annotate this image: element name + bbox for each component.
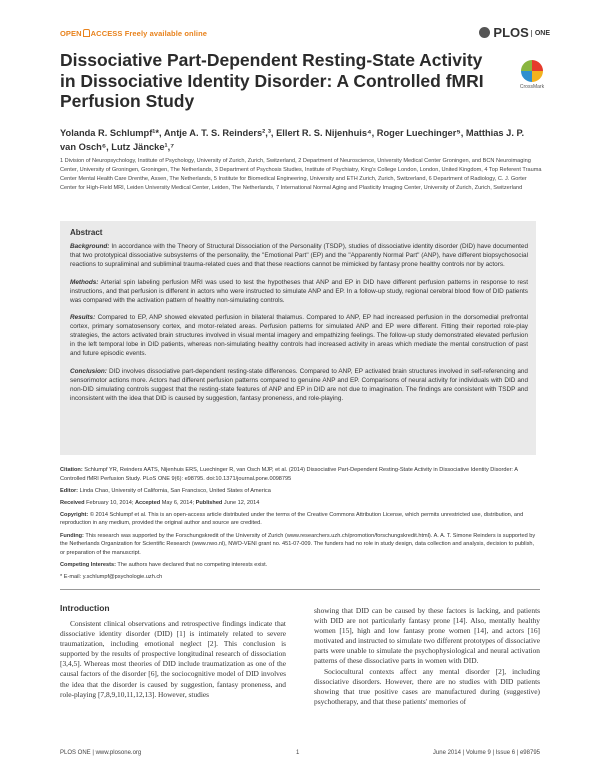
abstract-heading: Abstract — [70, 228, 103, 237]
intro-column-right — [314, 606, 540, 707]
corresponding-email[interactable]: * E-mail: y.schlumpf@psychologie.uzh.ch — [60, 573, 163, 580]
copyright: Copyright: © 2014 Schlumpf et al. This is an open-access article distributed under the terms of the Creative Commons Attribution License, which permits unrestricted use, distribution, and reproduction in any medium, provided the original author and source are credited. — [60, 511, 524, 527]
abstract-body — [70, 243, 528, 413]
abstract-conclusion: Conclusion: DID involves dissociative part-dependent resting-state differences. Compared to ANP, EP activated brain structures involved in self-referencing and sensorimotor actions more. Actors had different perfusion patterns compared to genuine ANP and EP. Comparisons of neural activity for individuals with DID and non-DID simulating controls suggest that the resting-state features of ANP and EP in DID are not due to imagination. The findings are consistent with TSDP and inconsistent with the idea that DID is caused by suggestion, fantasy proneness, and role-playing. — [70, 367, 528, 402]
open-access-lock-icon — [83, 29, 90, 37]
abstract-box — [60, 221, 536, 455]
footer-issue: June 2014 | Volume 9 | Issue 6 | e98795 — [432, 750, 540, 756]
citation: Citation: Schlumpf YR, Reinders AATS, Nijenhuis ERS, Luechinger R, van Osch MJP, et al. (2014) Dissociative Part-Dependent Resting-State Activity in Dissociative Identity Disorder: A Controlled fMRI Perfusion Study. PLoS ONE 9(6): e98795. doi:10.1371/journal.pone.0098795 — [60, 467, 518, 482]
crossmark-badge[interactable]: CrossMark — [512, 60, 552, 90]
article-title: Dissociative Part-Dependent Resting-State Activity in Dissociative Identity Disorder: A Controlled fMRI Perfusion Study — [60, 50, 484, 111]
divider — [60, 589, 540, 590]
intro-paragraph: Sociocultural contexts affect any mental disorder [2], including dissociative disorders. However, there are no studies with DID patients showing that true positive cases are manufactured during (suggestive) psychotherapy, and that these patients' memories of — [314, 666, 540, 706]
top-bar — [60, 27, 550, 43]
plos-logo-icon — [479, 27, 490, 38]
abstract-methods: Methods: Arterial spin labeling perfusion MRI was used to test the hypotheses that ANP and EP in DID have different perfusion patterns in response to rest instructions, and that perfusion is different in actors who were instructed to simulate ANP and EP. In a follow-up study, regional cerebral blood flow of DID patients was compared with the activation pattern of healthy non-simulating controls. — [70, 278, 528, 304]
introduction-heading: Introduction — [60, 603, 110, 613]
funding: Funding: This research was supported by the Forschungskredit of the University of Zurich (www.researchers.uzh.ch/promotion/forschungskredit.html). A. A. T. Simone Reinders is supported by the Netherlands Organization for Scientific Research (www.nwo.nl), NWO-VENI grant no. 451-07-009. The funders had no role in study design, data collection and analysis, decision to publish, or preparation of the manuscript. — [60, 532, 536, 556]
footer-journal: PLOS ONE | www.plosone.org — [60, 750, 142, 756]
intro-paragraph: Consistent clinical observations and retrospective findings indicate that dissociative identity disorder (DID) [1] is intimately related to severe traumatization, including emotional neglect [2]. This conclusion is supported by the results of prospective longitudinal research of dissociation [3,4,5]. Whereas most theories of DID include traumatization as one of the causal factors of the disorder [6], the sociocognitive model of DID involves the idea that the disorder is caused by suggestion, fantasy proneness, and role-playing [7,8,9,10,11,12,13]. However, studies — [60, 619, 286, 699]
editor: Editor: Linda Chao, University of California, San Francisco, United States of America — [60, 487, 271, 494]
author-list: Yolanda R. Schlumpf¹*, Antje A. T. S. Reinders²,³, Ellert R. S. Nijenhuis⁴, Roger Luechinger⁵, Matthias J. P. van Osch⁶, Lutz Jäncke¹,⁷ — [60, 128, 525, 152]
competing-interests: Competing Interests: The authors have declared that no competing interests exist. — [60, 561, 268, 568]
journal-logo[interactable]: PLOS ONE — [479, 25, 550, 40]
abstract-results: Results: Compared to EP, ANP showed elevated perfusion in bilateral thalamus. Compared to ANP, EP had increased perfusion in the dorsomedial prefrontal cortex, primary somatosensory cortex, and motor-related areas. Perfusion patterns for simulated ANP and EP were different. Fitting their reported role-play strategies, the actors activated brain structures involved in visual mental imagery and empathizing feelings. The follow-up study demonstrated elevated perfusion in the left temporal lobe in DID patients, whereas non-simulating healthy controls had increased activity in areas which mediate the mental construction of past and future episodic events. — [70, 314, 528, 358]
open-access-label: OPEN ACCESS Freely available online — [60, 29, 208, 38]
intro-paragraph: showing that DID can be caused by these factors is lacking, and patients with DID are not particularly fantasy prone [14]. Also, mentally healthy women [15], high and low fantasy prone women [14], and actors [16] motivated and instructed to simulate two different prototypes of dissociative parts were unable to simulate the psychophysiological and neural activation patterns of these dissociative parts in women with DID. — [314, 606, 540, 666]
affiliations: 1 Division of Neuropsychology, Institute of Psychology, University of Zurich, Zurich, Switzerland, 2 Department of Neuroscience, University Medical Center Groningen, and BCN Neuroimaging Center, University of Groningen, Groningen, The Netherlands, 3 Department of Psychosis Studies, Institute of Psychiatry, King's College London, London, United Kingdom, 4 Top Referent Trauma Center Mental Health Care Drenthe, Assen, The Netherlands, 5 Institute for Biomedical Engineering, University and ETH Zurich, Zurich, Switzerland, 6 Department of Radiology, C. J. Gorter Center for High-Field MRI, Leiden University Medical Center, Leiden, The Netherlands, 7 International Normal Aging and Plasticity Imaging Center, University of Zurich, Zurich, Switzerland — [60, 158, 542, 191]
page-number: 1 — [296, 750, 300, 756]
dates: Received February 10, 2014; Accepted May 6, 2014; Published June 12, 2014 — [60, 499, 260, 506]
intro-column-left — [60, 619, 286, 700]
article-metadata — [60, 466, 540, 585]
crossmark-icon — [521, 60, 543, 82]
abstract-background: Background: In accordance with the Theory of Structural Dissociation of the Personality (TSDP), studies of dissociative identity disorder (DID) have documented that two prototypical dissociative subsystems of the personality, the "Emotional Part" (EP) and the "Apparently Normal Part" (ANP), have different biopsychosocial reactions to supraliminal and subliminal trauma-related cues and that these reactions cannot be mimicked by fantasy prone healthy controls nor by actors. — [70, 243, 528, 268]
